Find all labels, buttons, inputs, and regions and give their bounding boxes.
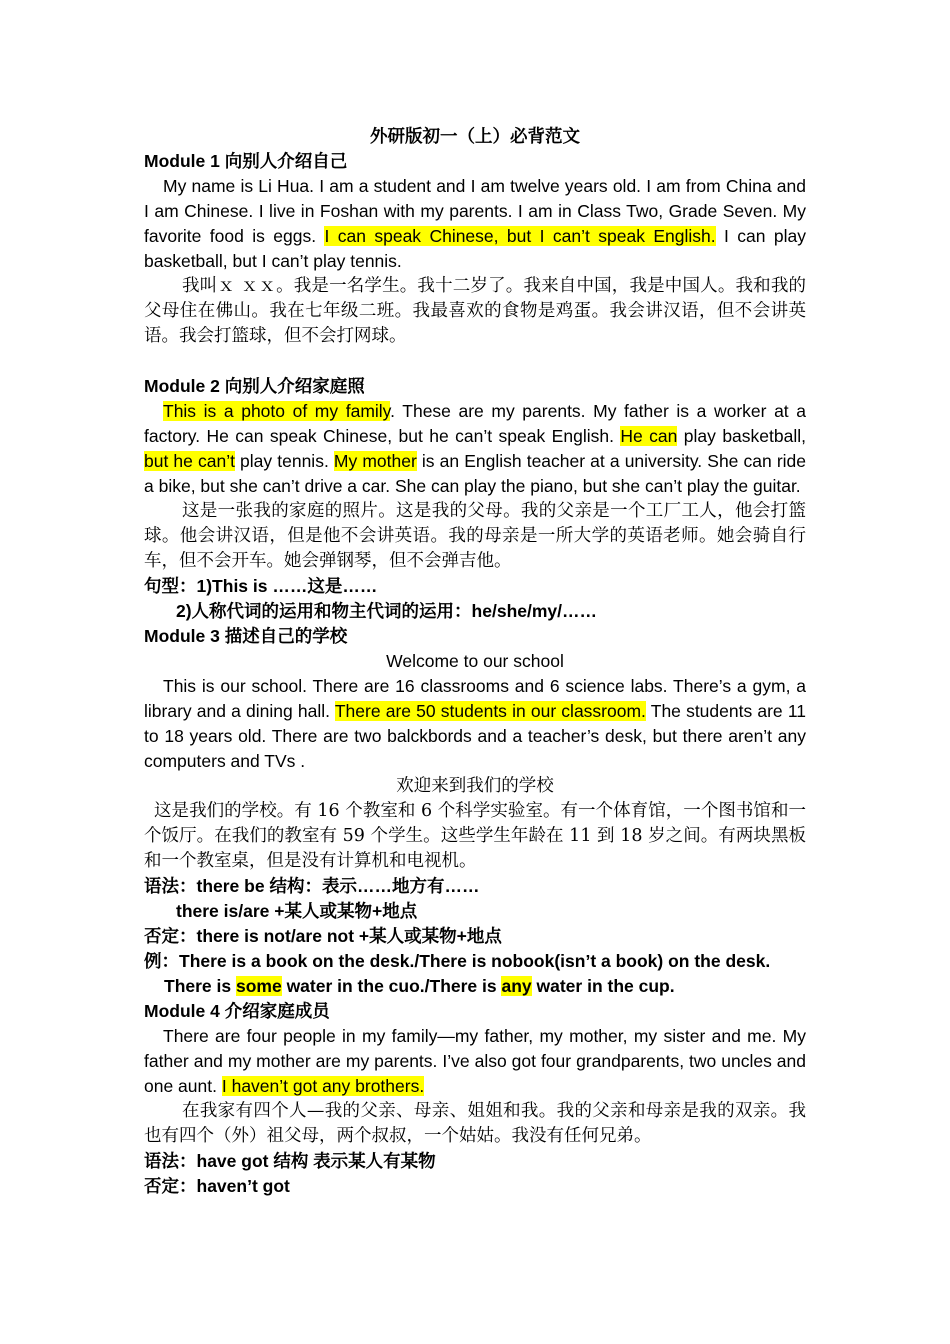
m3-g5-highlight-any: any — [501, 976, 532, 996]
m2-text-4: is an English teacher at a university. She can ride a bike, but she can’t drive a car. She can play the piano, but she can’t play the guitar. — [144, 451, 806, 496]
m2-text-2: play basketball, — [677, 426, 806, 446]
module-4-grammar-2: 否定：haven’t got — [144, 1176, 290, 1196]
module-3-grammar-4: 例：There is a book on the desk./There is nobook(isn’t a book) on the desk. — [144, 951, 771, 971]
module-3-chinese-text: 这是我们的学校。有 16 个教室和 6 个科学实验室。有一个体育馆，一个图书馆和一个饭厅。在我们的教室有 59 个学生。这些学生年龄在 11 到 18 岁之间。有两块黑板和一个教室桌，但是没有计算机和电视机。 — [144, 801, 806, 871]
m4-highlight-1: I haven’t got any brothers. — [221, 1076, 425, 1096]
m3-g5-text-c: water in the cup. — [531, 976, 675, 996]
module-2-chinese-text: 这是一张我的家庭的照片。这是我的父母。我的父亲是一个工厂工人，他会打篮球。他会讲汉语，但是他不会讲英语。我的母亲是一所大学的英语老师。她会骑自行车，但不会开车。她会弹钢琴，但不会弹吉他。 — [144, 501, 806, 571]
m4-text-1: There are four people in my family—my father, my mother, my sister and me. My father and my mother are my parents. I’ve also got four grandparents, two uncles and one aunt. — [144, 1026, 806, 1096]
module-4-grammar-1: 语法：have got 结构 表示某人有某物 — [144, 1151, 436, 1171]
module-1-chinese-text: 我叫ｘ ｘｘ。我是一名学生。我十二岁了。我来自中国，我是中国人。我和我的父母住在佛山。我在七年级二班。我最喜欢的食物是鸡蛋。我会讲汉语，但不会讲英语。我会打篮球，但不会打网球。 — [144, 276, 806, 346]
module-1-heading: Module 1 向别人介绍自己 — [144, 151, 348, 171]
m3-text-2: The students are 11 to 18 years old. There are two balckbords and a teacher’s desk, but there aren’t any computers and TVs . — [144, 701, 806, 771]
module-3-subtitle-chinese: 欢迎来到我们的学校 — [396, 776, 554, 796]
module-2-note-2: 2)人称代词的运用和物主代词的运用：he/she/my/…… — [176, 601, 598, 621]
module-3-grammar-1: 语法：there be 结构：表示……地方有…… — [144, 876, 480, 896]
module-1-english-text — [144, 174, 806, 274]
module-3-grammar-5 — [144, 974, 806, 999]
module-4-english-text — [144, 1024, 806, 1099]
module-2-heading: Module 2 向别人介绍家庭照 — [144, 376, 365, 396]
m2-highlight-3: but he can’t — [144, 451, 235, 471]
m2-text-1: . These are my parents. My father is a worker at a factory. He can speak Chinese, but he can’t speak English. — [144, 401, 806, 446]
module-3-grammar-3: 否定：there is not/are not +某人或某物+地点 — [144, 926, 502, 946]
module-4-heading: Module 4 介绍家庭成员 — [144, 1001, 330, 1021]
spacer — [144, 349, 806, 374]
module-3-english-text — [144, 674, 806, 774]
module-3-grammar-2: there is/are +某人或某物+地点 — [176, 901, 418, 921]
m3-highlight-1: There are 50 students in our classroom. — [334, 701, 646, 721]
m2-text-3: play tennis. — [234, 451, 334, 471]
m2-highlight-1: This is a photo of my family — [163, 401, 391, 421]
m3-g5-highlight-some: some — [235, 976, 282, 996]
m1-highlight: I can speak Chinese, but I can’t speak English. — [324, 226, 716, 246]
m3-text-1: This is our school. There are 16 classrooms and 6 science labs. There’s a gym, a library and a dining hall. — [144, 676, 806, 721]
module-2-note-1: 句型：1)This is ……这是…… — [144, 576, 378, 596]
document-page — [144, 124, 806, 1199]
m1-text-a: My name is Li Hua. I am a student and I am twelve years old. I am from China and I am Chinese. I live in Foshan with my parents. I am in Class Two, Grade Seven. My favorite food is eggs. — [144, 176, 806, 246]
m2-highlight-2: He can — [620, 426, 678, 446]
module-4-chinese-text: 在我家有四个人—我的父亲、母亲、姐姐和我。我的父亲和母亲是我的双亲。我也有四个（外）祖父母，两个叔叔，一个姑姑。我没有任何兄弟。 — [144, 1101, 806, 1146]
m2-highlight-4: My mother — [333, 451, 417, 471]
module-3-heading: Module 3 描述自己的学校 — [144, 626, 348, 646]
m3-g5-text-b: water in the cuo./There is — [281, 976, 502, 996]
m1-text-b: I can play basketball, but I can’t play tennis. — [144, 226, 806, 271]
document-title: 外研版初一（上）必背范文 — [370, 126, 580, 146]
m3-g5-text-a: There is — [164, 976, 236, 996]
module-2-english-text — [144, 399, 806, 499]
module-3-subtitle-english: Welcome to our school — [386, 651, 564, 671]
